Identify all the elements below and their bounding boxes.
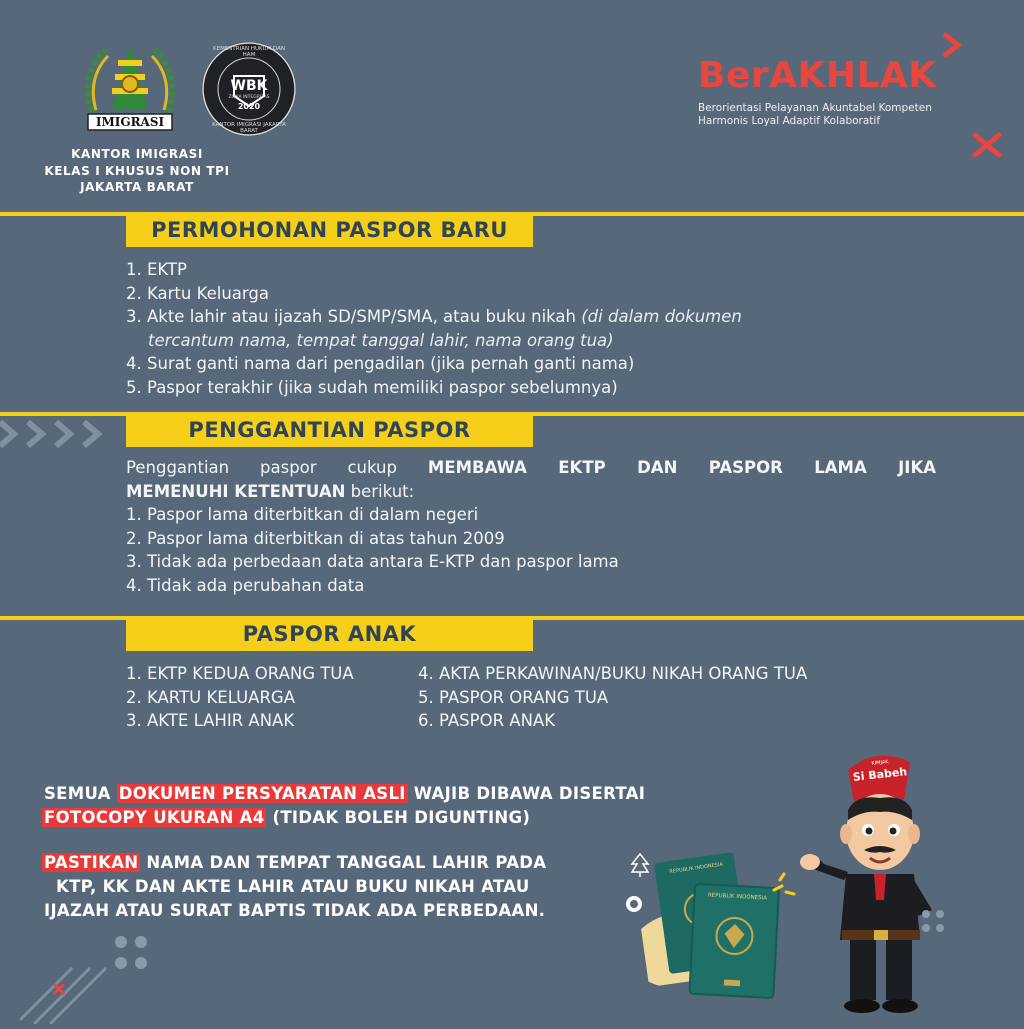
new-passport-item-3: 3. Akte lahir atau ijazah SD/SMP/SMA, atau buku nikah (di dalam dokumen — [126, 307, 742, 326]
child-passport-item-4: 4. AKTA PERKAWINAN/BUKU NIKAH ORANG TUA — [418, 664, 808, 683]
wbk-seal-center: WBK — [230, 78, 268, 94]
wbk-seal-year: 2020 — [237, 102, 261, 111]
red-x-icon — [970, 130, 1004, 165]
new-passport-item-5: 5. Paspor terakhir (jika sudah memiliki paspor sebelumnya) — [126, 377, 618, 397]
replacement-item-3: 3. Tidak ada perbedaan data antara E-KTP dan paspor lama — [126, 552, 619, 571]
imigrasi-logo — [78, 40, 182, 140]
sparkle-lines-icon — [770, 872, 800, 907]
wbk-seal-top: KEMENTRIAN HUKUM DAN HAM — [213, 46, 285, 58]
replacement-intro-1: Penggantian paspor cukup MEMBAWA EKTP DAN PASPOR LAMA JIKA — [126, 458, 937, 477]
child-passport-item-3: 3. AKTE LAHIR ANAK — [126, 711, 295, 730]
passport-front-label: REPUBLIK INDONESIA — [707, 892, 768, 902]
arrow-decoration-icon — [0, 414, 110, 459]
wbk-seal-bottom: KANTOR IMIGRASI JAKARTA BARAT — [212, 122, 286, 134]
mascot-hat-small-text: KIMJAK — [871, 759, 889, 767]
wbk-seal-small: ZONA INTEGRITAS — [228, 95, 270, 100]
imigrasi-logo-text: IMIGRASI — [95, 115, 165, 129]
new-passport-item-1: 1. EKTP — [126, 260, 187, 279]
office-line-2: KELAS I KHUSUS NON TPI — [44, 163, 230, 178]
brand-chevron-icon — [938, 30, 970, 65]
dots-decoration-icon — [112, 932, 152, 979]
section-title-child-passport: PASPOR ANAK — [126, 617, 533, 651]
section-title-passport-replacement: PENGGANTIAN PASPOR — [126, 413, 533, 447]
office-line-1: KANTOR IMIGRASI — [71, 147, 203, 161]
wbk-seal — [200, 40, 298, 138]
new-passport-item-3-note: tercantum nama, tempat tanggal lahir, nama orang tua) — [148, 330, 614, 350]
berakhlak-line-1: Berorientasi Pelayanan Akuntabel Kompeten — [698, 102, 932, 114]
notice-line-2: FOTOCOPY UKURAN A4 (TIDAK BOLEH DIGUNTING) — [44, 808, 531, 827]
notice-line-4: KTP, KK DAN AKTE LAHIR ATAU BUKU NIKAH ATAU — [56, 877, 530, 896]
berakhlak-title: BerAKHLAK — [698, 55, 937, 96]
replacement-block — [126, 456, 936, 597]
stripes-decoration-icon — [20, 962, 110, 1029]
child-passport-item-2: 2. KARTU KELUARGA — [126, 687, 295, 707]
passport-front — [687, 882, 783, 1008]
replacement-item-2: 2. Paspor lama diterbitkan di atas tahun 2009 — [126, 528, 505, 548]
new-passport-item-2: 2. Kartu Keluarga — [126, 283, 269, 303]
new-passport-list — [126, 258, 742, 399]
child-passport-item-6: 6. PASPOR ANAK — [418, 711, 556, 730]
replacement-item-1: 1. Paspor lama diterbitkan di dalam negeri — [126, 505, 479, 524]
child-passport-item-5: 5. PASPOR ORANG TUA — [418, 687, 609, 707]
mascot-si-babeh — [800, 740, 960, 1020]
notice-line-5: IJAZAH ATAU SURAT BAPTIS TIDAK ADA PERBEDAAN. — [44, 901, 546, 920]
replacement-item-4: 4. Tidak ada perubahan data — [126, 575, 365, 595]
child-passport-right-list — [418, 662, 807, 733]
notice-line-1: SEMUA DOKUMEN PERSYARATAN ASLI WAJIB DIBAWA DISERTAI — [44, 784, 646, 803]
replacement-intro-2: MEMENUHI KETENTUAN berikut: — [126, 481, 415, 501]
berakhlak-subtitle — [698, 102, 932, 128]
office-line-3: JAKARTA BARAT — [80, 180, 194, 194]
office-name — [34, 146, 240, 196]
mascot-hat-text: Si Babeh — [852, 765, 908, 784]
new-passport-item-4: 4. Surat ganti nama dari pengadilan (jika pernah ganti nama) — [126, 354, 635, 373]
notice-line-3: PASTIKAN NAMA DAN TEMPAT TANGGAL LAHIR PADA — [44, 853, 547, 872]
dots-decoration-right-icon — [918, 906, 948, 941]
child-passport-left-list — [126, 662, 354, 733]
section-title-new-passport: PERMOHONAN PASPOR BARU — [126, 213, 533, 247]
berakhlak-line-2: Harmonis Loyal Adaptif Kolaboratif — [698, 115, 881, 127]
child-passport-item-1: 1. EKTP KEDUA ORANG TUA — [126, 664, 354, 683]
passport-back-label: REPUBLIK INDONESIA — [669, 861, 724, 876]
